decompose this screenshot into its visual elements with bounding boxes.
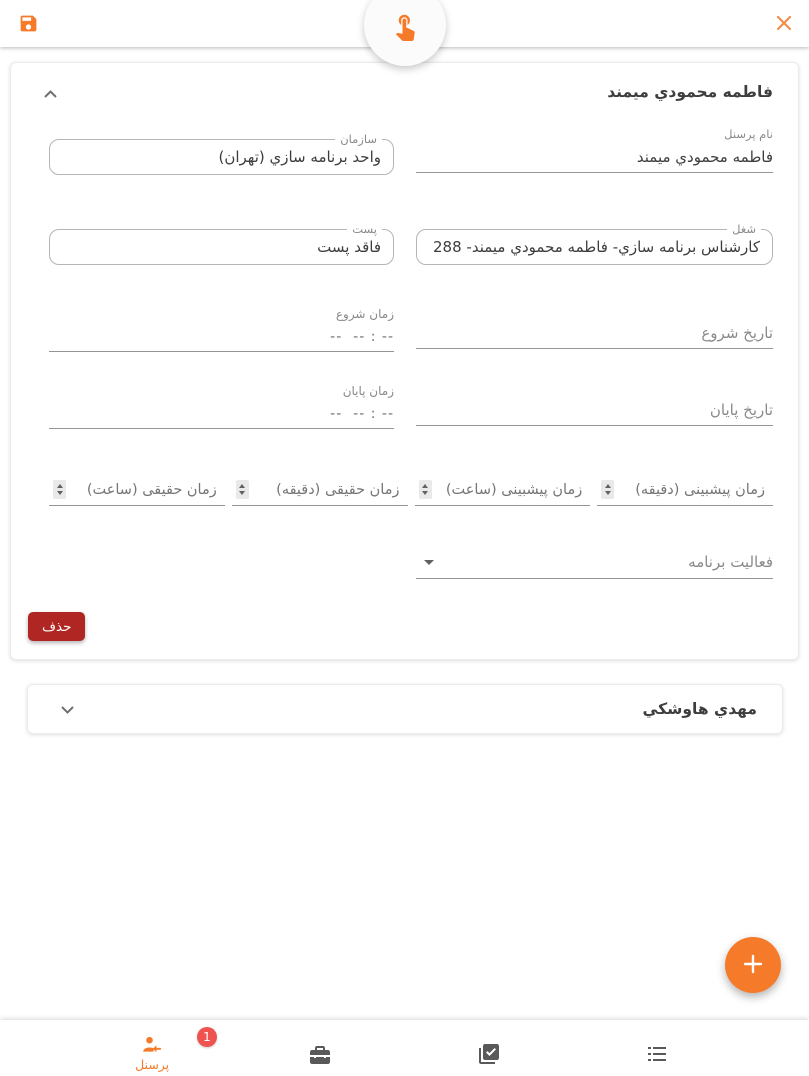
touch-icon — [390, 11, 420, 44]
number-spinner-icon[interactable] — [236, 480, 249, 499]
actual-hours-field — [49, 467, 225, 506]
job-field[interactable] — [416, 222, 773, 265]
job-label: شغل — [727, 222, 761, 236]
predicted-minutes-field — [597, 467, 773, 506]
personnel-card-expanded — [10, 62, 799, 660]
bottom-navigation — [0, 1020, 809, 1076]
end-time-field — [49, 384, 394, 429]
save-icon — [18, 22, 39, 37]
nav-item-list[interactable] — [573, 1020, 741, 1076]
start-date-input[interactable] — [416, 324, 773, 342]
personnel-count-badge: 1 — [197, 1027, 217, 1047]
actual-minutes-input[interactable] — [232, 482, 408, 498]
chevron-down-icon — [60, 705, 75, 715]
nav-item-tasks[interactable] — [405, 1020, 573, 1076]
personnel-name-label: نام پرسنل — [724, 127, 773, 141]
collapse-card-button[interactable] — [33, 77, 67, 111]
clipboard-check-icon — [477, 1042, 501, 1070]
duration-fields-row — [49, 467, 773, 506]
delete-button[interactable]: حذف — [28, 612, 85, 641]
start-date-field — [416, 313, 773, 349]
close-button[interactable] — [775, 14, 793, 32]
personnel-name-input[interactable] — [416, 148, 773, 166]
post-label: پست — [347, 222, 382, 236]
collapsed-card-title: مهدي هاوشكي — [642, 700, 757, 718]
predicted-hours-field — [415, 467, 591, 506]
start-time-label: زمان شروع — [335, 307, 394, 321]
personnel-card-collapsed[interactable] — [27, 684, 783, 734]
bottom-navigation-track — [68, 1020, 741, 1076]
actual-minutes-field — [232, 467, 408, 506]
end-time-label: زمان پایان — [342, 384, 394, 398]
number-spinner-icon[interactable] — [601, 480, 614, 499]
expand-card-button[interactable] — [50, 693, 84, 727]
chevron-up-icon — [43, 89, 58, 99]
job-value: كارشناس برنامه سازي- فاطمه محمودي ميمند- 288 — [433, 238, 760, 256]
close-icon — [775, 20, 793, 35]
add-button[interactable] — [725, 937, 781, 993]
list-icon — [645, 1042, 669, 1070]
toolbox-icon — [308, 1042, 332, 1070]
organization-field[interactable] — [49, 132, 394, 175]
nav-item-personnel[interactable] — [68, 1020, 236, 1076]
activity-select[interactable] — [416, 544, 773, 579]
organization-value: واحد برنامه سازي (تهران) — [218, 148, 381, 166]
actual-hours-input[interactable] — [49, 482, 225, 498]
post-value: فاقد پست — [317, 238, 381, 256]
plus-icon — [741, 952, 765, 979]
end-time-input[interactable]: -- -- : -- — [330, 406, 394, 422]
activity-select-label: فعالیت برنامه — [688, 553, 773, 571]
organization-label: سازمان — [335, 132, 382, 146]
personnel-name-field — [416, 123, 773, 173]
end-date-input[interactable] — [416, 401, 773, 419]
end-date-field — [416, 390, 773, 426]
post-field[interactable] — [49, 222, 394, 265]
start-time-input[interactable]: -- -- : -- — [330, 329, 394, 345]
save-button[interactable] — [18, 13, 39, 34]
predicted-hours-input[interactable] — [415, 482, 591, 498]
personnel-card-title: فاطمه محمودي ميمند — [607, 83, 773, 101]
number-spinner-icon[interactable] — [419, 480, 432, 499]
nav-item-toolbox[interactable] — [236, 1020, 404, 1076]
touch-action-button[interactable] — [364, 0, 446, 66]
number-spinner-icon[interactable] — [53, 480, 66, 499]
start-time-field — [49, 307, 394, 352]
dropdown-caret-icon — [424, 560, 434, 565]
nav-item-personnel-label: پرسنل — [135, 1057, 170, 1072]
predicted-minutes-input[interactable] — [597, 482, 773, 498]
